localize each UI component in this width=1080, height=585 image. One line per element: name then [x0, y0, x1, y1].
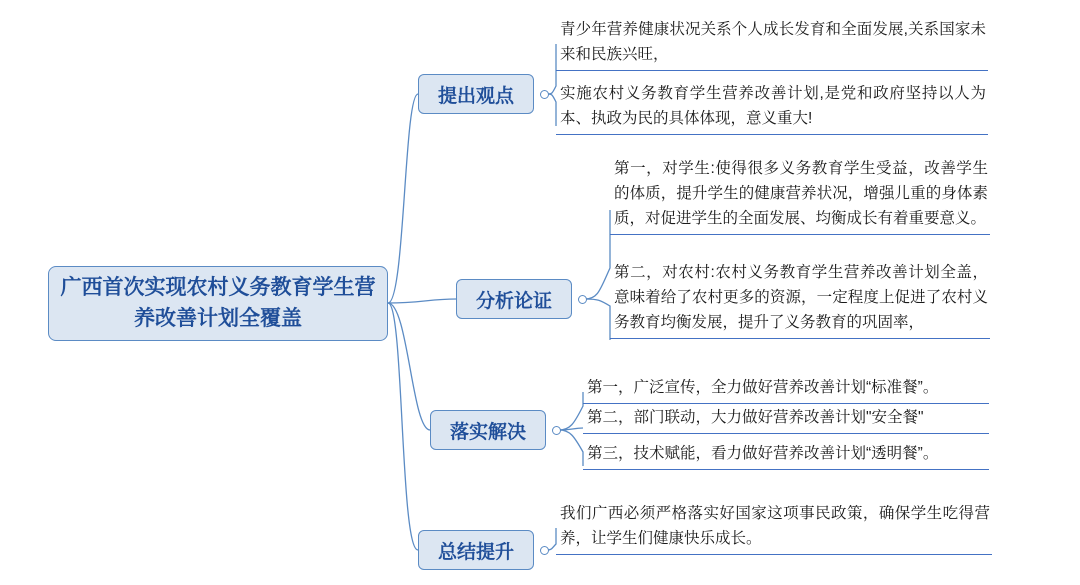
leaf-text[interactable]: 第一，广泛宣传，全力做好营养改善计划“标准餐”。	[583, 374, 989, 404]
leaf-text[interactable]: 第二，对农村:农村义务教育学生营养改善计划全盖，意味着给了农村更多的资源，一定程度上促进了农村义务教育均衡发展，提升了义务教育的巩固率，	[610, 259, 990, 339]
leaf-text[interactable]: 我们广西必须严格落实好国家这项事民政策，确保学生吃得营养，让学生们健康快乐成长。	[556, 500, 992, 555]
root-node[interactable]: 广西首次实现农村义务教育学生营养改善计划全覆盖	[48, 266, 388, 341]
leaf-text[interactable]: 青少年营养健康状况关系个人成长发育和全面发展,关系国家未来和民族兴旺，	[556, 16, 988, 71]
branch-node-落实解决[interactable]: 落实解决	[430, 410, 546, 450]
branch-node-提出观点[interactable]: 提出观点	[418, 74, 534, 114]
leaf-text[interactable]: 第三，技术赋能，看力做好营养改善计划“透明餐”。	[583, 440, 989, 470]
leaf-text[interactable]: 实施农村义务教育学生营养改善计划,是党和政府坚持以人为本、执政为民的具体体现，意义重大!	[556, 80, 988, 135]
leaf-text[interactable]: 第一，对学生:使得很多义务教育学生受益，改善学生的体质，提升学生的健康营养状况，增强儿重的身体素质，对促进学生的全面发展、均衡成长有着重要意义。	[610, 155, 990, 235]
connector-dot	[552, 426, 561, 435]
connector-dot	[540, 90, 549, 99]
connector-dot	[540, 546, 549, 555]
branch-node-分析论证[interactable]: 分析论证	[456, 279, 572, 319]
branch-node-总结提升[interactable]: 总结提升	[418, 530, 534, 570]
connector-dot	[578, 295, 587, 304]
leaf-text[interactable]: 第二，部门联动，大力做好营养改善计划"安全餐"	[583, 404, 989, 434]
